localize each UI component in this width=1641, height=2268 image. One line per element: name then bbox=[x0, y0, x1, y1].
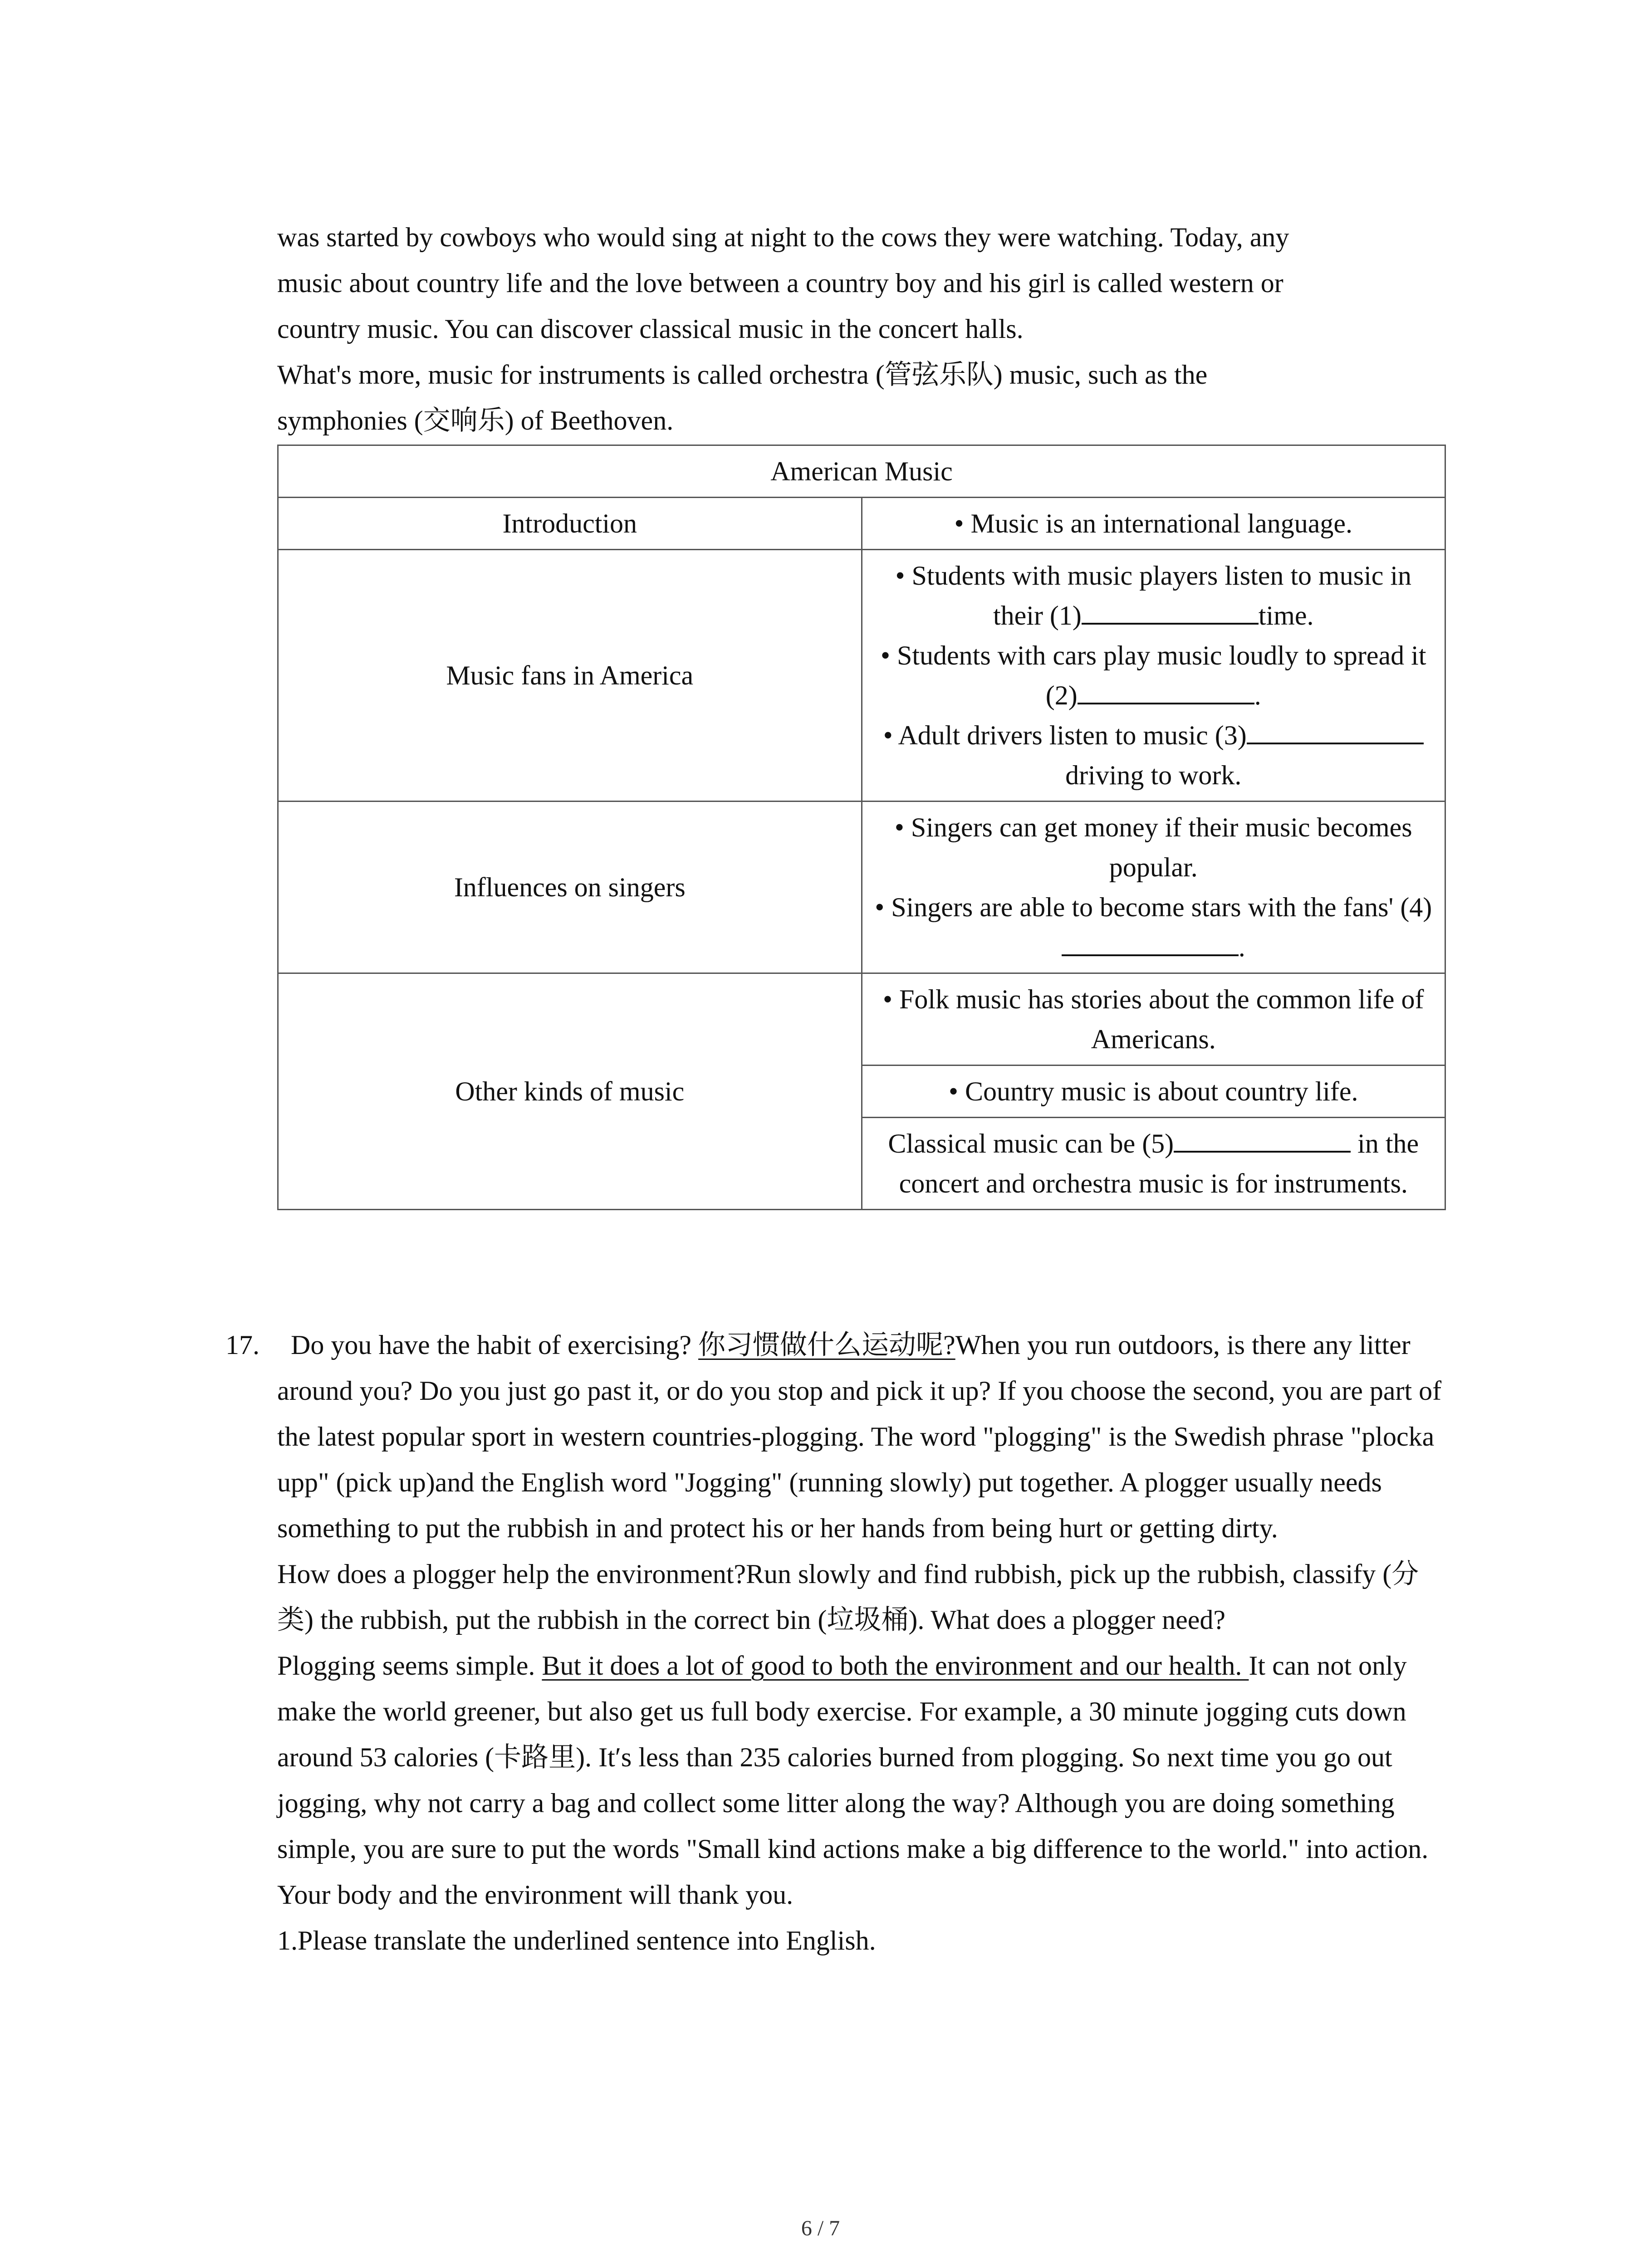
table-item: • Singers can get money if their music becomes popular. bbox=[894, 812, 1412, 882]
underlined-sentence: But it does a lot of good to both the environment and our health. bbox=[542, 1651, 1249, 1681]
table-item: • Folk music has stories about the common life of Americans. bbox=[883, 984, 1424, 1054]
question-17-passage bbox=[277, 1322, 1448, 1964]
row-content-classical: Classical music can be (5) in the concert and orchestra music is for instruments. bbox=[862, 1118, 1445, 1210]
passage-line: symphonies (交响乐) of Beethoven. bbox=[277, 406, 674, 435]
table-item: • Adult drivers listen to music (3)driving to work. bbox=[872, 715, 1436, 795]
row-content-country bbox=[862, 1066, 1445, 1118]
row-label-other-kinds: Other kinds of music bbox=[278, 973, 862, 1210]
row-content-music-fans bbox=[862, 550, 1445, 802]
row-content-introduction bbox=[862, 498, 1445, 550]
row-label-introduction: Introduction bbox=[278, 498, 862, 550]
task-instruction: 1.Please translate the underlined sentence into English. bbox=[277, 1926, 876, 1955]
underlined-chinese: 你习惯做什么运动呢? bbox=[698, 1330, 955, 1360]
row-label-influences: Influences on singers bbox=[278, 802, 862, 973]
row-content-folk bbox=[862, 973, 1445, 1066]
answer-blank-4[interactable] bbox=[1062, 928, 1239, 956]
row-label-music-fans: Music fans in America bbox=[278, 550, 862, 802]
passage-line: country music. You can discover classical music in the concert halls. bbox=[277, 314, 1024, 344]
paragraph-1: Do you have the habit of exercising? 你习惯做什么运动呢?When you run outdoors, is there any litter around you? Do you just go past it, or do you stop and pick it up? If you choose the second, you are part of the latest popular sport in western countries-plogging. The word "plogging" is the Swedish phrase "plocka upp" (pick up)and the English word "Jogging" (running slowly) put together. A plogger usually needs something to put the rubbish in and protect his or her hands from being hurt or getting dirty. bbox=[277, 1330, 1442, 1543]
passage-line: What's more, music for instruments is called orchestra (管弦乐队) music, such as the bbox=[277, 360, 1208, 390]
american-music-table bbox=[277, 445, 1446, 1210]
answer-blank-1[interactable] bbox=[1082, 596, 1259, 625]
table-item: • Students with music players listen to music in their (1) time. bbox=[895, 561, 1412, 631]
answer-blank-2[interactable] bbox=[1078, 676, 1254, 704]
answer-blank-5[interactable] bbox=[1174, 1124, 1351, 1153]
table-item: • Students with cars play music loudly to spread it (2) . bbox=[880, 640, 1426, 710]
table-item: • Country music is about country life. bbox=[948, 1076, 1358, 1106]
question-number: 17. bbox=[225, 1330, 260, 1360]
row-content-influences bbox=[862, 802, 1445, 973]
table-item: • Singers are able to become stars with the fans' (4). bbox=[875, 892, 1432, 962]
table-item: • Music is an international language. bbox=[954, 508, 1352, 538]
paragraph-2: How does a plogger help the environment?Run slowly and find rubbish, pick up the rubbish, classify (分类) the rubbish, put the rubbish in the correct bin (垃圾桶). What does a plogger need? bbox=[277, 1559, 1419, 1635]
table-title: American Music bbox=[278, 445, 1445, 498]
passage-line: music about country life and the love between a country boy and his girl is called western or bbox=[277, 268, 1283, 298]
page-number: 6 / 7 bbox=[801, 2216, 840, 2240]
paragraph-3: Plogging seems simple. But it does a lot of good to both the environment and our health. It can not only make the world greener, but also get us full body exercise. For example, a 30 minute jogging cuts down around 53 calories (卡路里). It′s less than 235 calories burned from plogging. So next time you go out jogging, why not carry a bag and collect some litter along the way? Although you are doing something simple, you are sure to put the words "Small kind actions make a big difference to the world." into action. Your body and the environment will thank you. bbox=[277, 1651, 1429, 1910]
top-passage bbox=[277, 215, 1448, 444]
passage-line: was started by cowboys who would sing at night to the cows they were watching. Today, any bbox=[277, 222, 1289, 252]
answer-blank-3[interactable] bbox=[1247, 716, 1424, 744]
